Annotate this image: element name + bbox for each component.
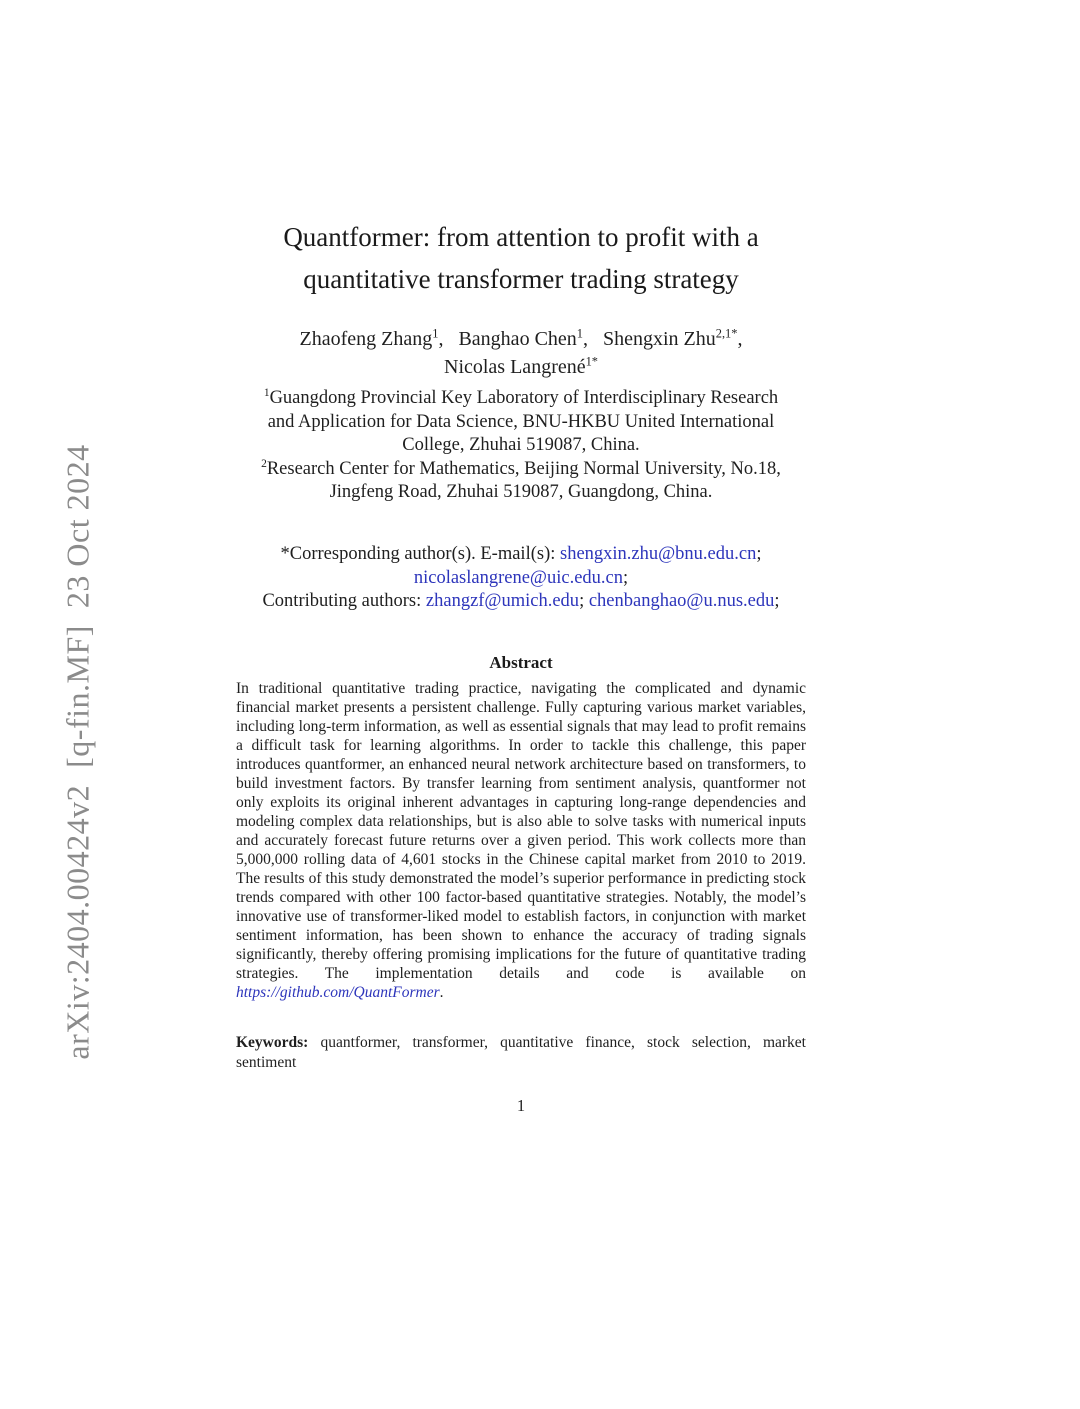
affiliation-line (236, 387, 806, 411)
text-run: In traditional quantitative trading practice, navigating the complicated and dynamic financial market presents a persistent challenge. Fully capturing various market variables, including long-term information, as well as essential signals that may lead to profit remains a difficult task for learning algorithms. In order to tackle this challenge, this paper introduces quantformer, an enhanced neural network architecture based on transformers, to build investment factors. By transfer learning from sentiment analysis, quantformer not only exploits its original inherent advantages in capturing long-range dependencies and modeling complex data relationships, but is also able to solve tasks with numerical inputs and accurately forecast future returns over a given period. This work collects more than 5,000,000 rolling data of 4,601 stocks in the Chinese capital market from 2010 to 2019. The results of this study demonstrated the model’s superior performance in predicting stock trends compared with other 100 factor-based quantitative strategies. Notably, the model’s innovative use of transformer-liked model to establish factors, in conjunction with market sentiment information, has been shown to enhance the accuracy of trading signals significantly, thereby offering promising implications for the future of quantitative trading strategies. The implementation details and code is available on (236, 680, 806, 982)
text-run: , (737, 328, 743, 350)
text-run: ; (774, 591, 780, 611)
email-link-zhangzf[interactable]: zhangzf@umich.edu (425, 591, 580, 611)
arxiv-watermark: arXiv:2404.00424v2 [q-fin.MF] 23 Oct 2024 (59, 444, 96, 1060)
affiliation-line (236, 434, 806, 458)
superscript: 1* (585, 353, 598, 368)
bold-label: Keywords: (236, 1034, 309, 1051)
text-run: Jingfeng Road, Zhuhai 519087, Guangdong, China. (329, 482, 713, 502)
paper-title (236, 216, 806, 300)
title-line-1: Quantformer: from attention to profit with a (283, 222, 759, 252)
text-run: College, Zhuhai 519087, China. (402, 435, 640, 455)
text-run: ; (756, 544, 762, 564)
affiliation-line (236, 411, 806, 435)
page-number: 1 (516, 1096, 526, 1115)
text-run: ; (579, 591, 589, 611)
text-run: ; (623, 567, 629, 588)
keywords (236, 1033, 806, 1072)
text-run: , Banghao Chen (438, 328, 577, 350)
author-list (236, 326, 806, 381)
authors-line (236, 326, 806, 354)
affiliation-line (236, 481, 806, 505)
text-run: Nicolas Langrené (444, 355, 586, 378)
text-run: Contributing authors: (262, 591, 426, 611)
text-run: Guangdong Provincial Key Laboratory of Interdisciplinary Research (269, 388, 779, 408)
superscript: 1 (432, 326, 439, 341)
text-run: quantformer, transformer, quantitative finance, stock selection, market sentiment (236, 1034, 806, 1071)
abstract-heading: Abstract (489, 653, 553, 672)
correspondence-line (236, 590, 806, 614)
abstract-body (236, 679, 806, 1002)
text-run: Zhaofeng Zhang (299, 328, 433, 350)
affiliations (236, 387, 806, 505)
correspondence-line (236, 567, 806, 591)
text-run: . (439, 984, 444, 1001)
superscript: 2,1* (715, 326, 738, 341)
superscript: 1 (263, 386, 270, 399)
title-line-2: quantitative transformer trading strategy (303, 264, 739, 294)
email-link-chenbanghao[interactable]: chenbanghao@u.nus.edu (588, 591, 775, 611)
affiliation-line (236, 458, 806, 482)
email-link-nicolas[interactable]: nicolaslangrene@uic.edu.cn (413, 567, 623, 588)
superscript: 1 (576, 326, 583, 341)
email-link-shengxin[interactable]: shengxin.zhu@bnu.edu.cn (560, 544, 757, 564)
correspondence-line (236, 543, 806, 567)
github-link[interactable]: https://github.com/QuantFormer (236, 984, 440, 1001)
text-run: *Corresponding author(s). E-mail(s): (280, 544, 560, 564)
superscript: 2 (261, 457, 267, 470)
correspondence-block (236, 543, 806, 614)
authors-line (236, 354, 806, 382)
text-run: , Shengxin Zhu (582, 328, 716, 350)
text-run: Research Center for Mathematics, Beijing Normal University, No.18, (266, 458, 781, 479)
text-run: and Application for Data Science, BNU-HKBU United International (267, 411, 775, 432)
